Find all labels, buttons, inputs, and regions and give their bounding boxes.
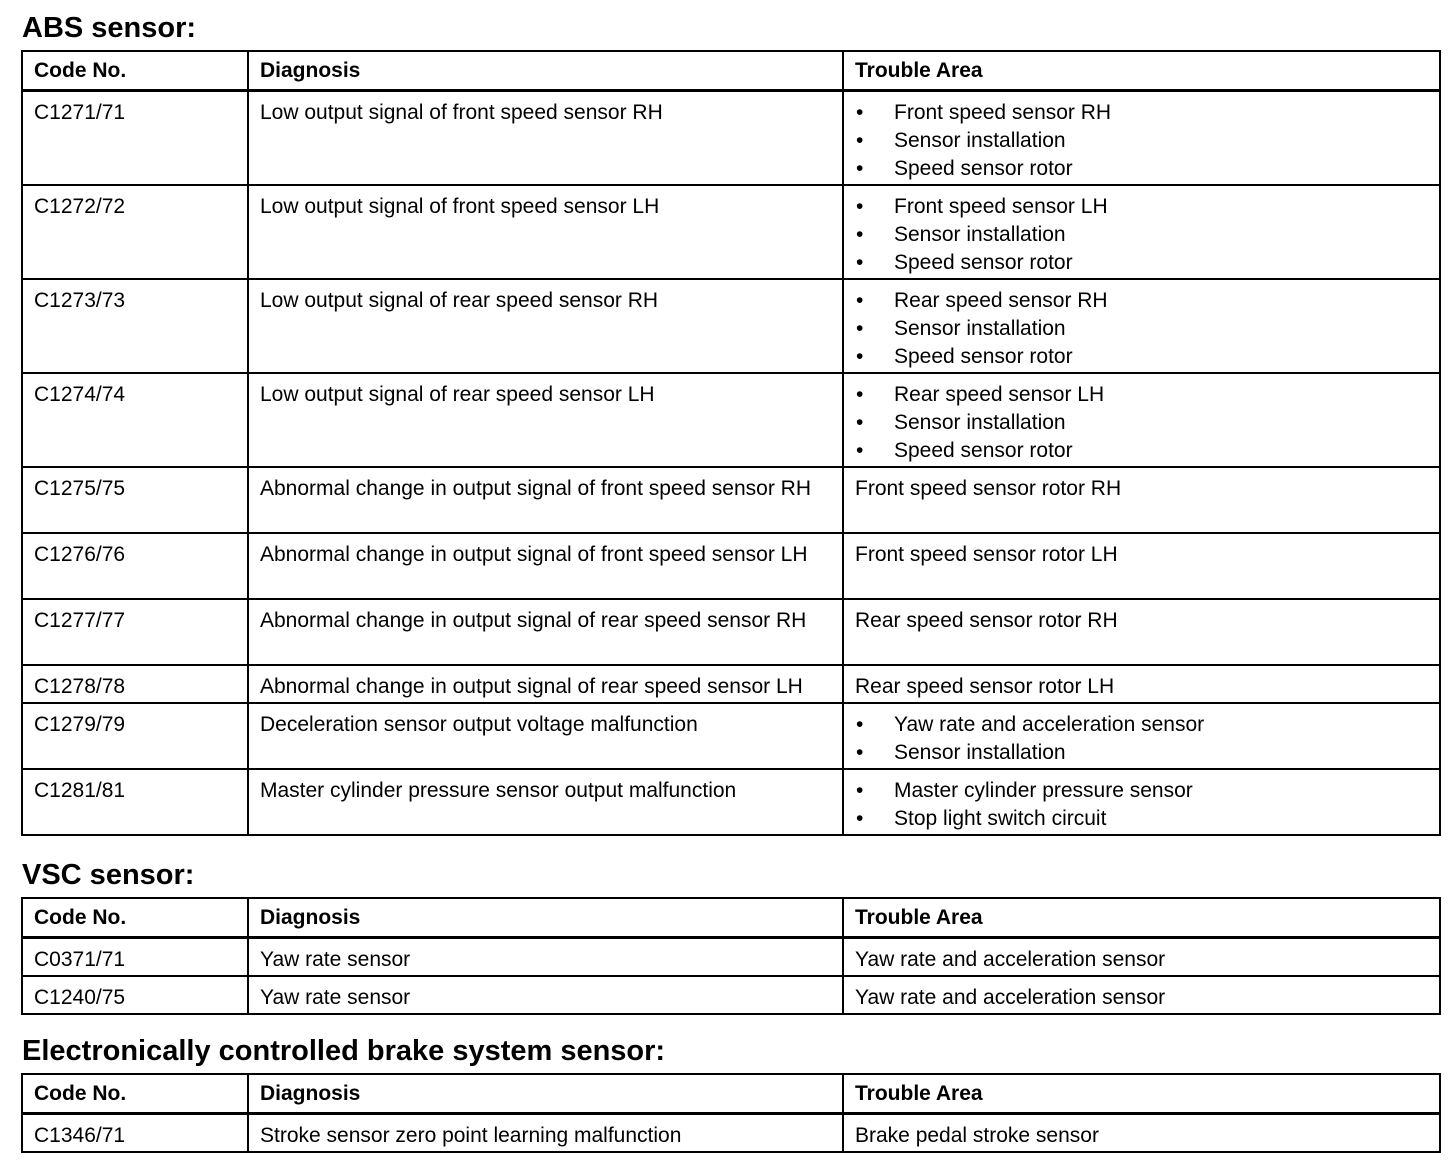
code-cell: C1275/75 [22, 467, 248, 533]
table-row [22, 373, 1440, 467]
trouble-area-item: • Speed sensor rotor [855, 343, 1429, 371]
table-row [22, 769, 1440, 835]
trouble-area-item: • Stop light switch circuit [855, 805, 1429, 833]
trouble-area-item: • Speed sensor rotor [855, 437, 1429, 465]
trouble-area-list [855, 99, 1429, 183]
code-cell: C1346/71 [22, 1114, 248, 1152]
trouble-area-cell [843, 91, 1440, 185]
trouble-area-list [855, 711, 1429, 767]
diagnosis-cell: Master cylinder pressure sensor output malfunction [248, 769, 843, 835]
diagnosis-cell: Low output signal of front speed sensor RH [248, 91, 843, 185]
trouble-area-cell: Front speed sensor rotor RH [843, 467, 1440, 533]
trouble-area-item: • Master cylinder pressure sensor [855, 777, 1429, 805]
code-cell: C1281/81 [22, 769, 248, 835]
trouble-area-cell [843, 279, 1440, 373]
trouble-area-cell: Rear speed sensor rotor LH [843, 665, 1440, 703]
vsc-section-title: VSC sensor: [22, 859, 195, 891]
trouble-area-item: • Front speed sensor RH [855, 99, 1429, 127]
header-trouble-area: Trouble Area [843, 898, 1440, 938]
trouble-area-cell: Rear speed sensor rotor RH [843, 599, 1440, 665]
table-row [22, 467, 1440, 533]
trouble-area-cell [843, 373, 1440, 467]
table-row [22, 703, 1440, 769]
table-row [22, 1114, 1440, 1152]
ecb-section-title: Electronically controlled brake system sensor: [22, 1035, 666, 1067]
header-diagnosis: Diagnosis [248, 51, 843, 91]
code-cell: C1279/79 [22, 703, 248, 769]
trouble-area-item: • Rear speed sensor LH [855, 381, 1429, 409]
trouble-area-item: • Rear speed sensor RH [855, 287, 1429, 315]
header-diagnosis: Diagnosis [248, 898, 843, 938]
trouble-area-cell: Yaw rate and acceleration sensor [843, 976, 1440, 1014]
table-row [22, 938, 1440, 976]
header-code: Code No. [22, 898, 248, 938]
code-cell: C1272/72 [22, 185, 248, 279]
code-cell: C1277/77 [22, 599, 248, 665]
trouble-area-item: • Sensor installation [855, 315, 1429, 343]
diagnosis-cell: Low output signal of rear speed sensor LH [248, 373, 843, 467]
diagnosis-cell: Yaw rate sensor [248, 976, 843, 1014]
trouble-area-cell [843, 769, 1440, 835]
trouble-area-list [855, 287, 1429, 371]
code-cell: C0371/71 [22, 938, 248, 976]
trouble-area-item: • Sensor installation [855, 409, 1429, 437]
trouble-area-cell: Yaw rate and acceleration sensor [843, 938, 1440, 976]
trouble-area-cell: Front speed sensor rotor LH [843, 533, 1440, 599]
table-row [22, 279, 1440, 373]
table-row [22, 533, 1440, 599]
trouble-area-list [855, 777, 1429, 833]
table-row [22, 91, 1440, 185]
header-code: Code No. [22, 51, 248, 91]
table-row [22, 665, 1440, 703]
trouble-area-cell [843, 185, 1440, 279]
abs-table [21, 50, 1441, 836]
trouble-area-item: • Speed sensor rotor [855, 249, 1429, 277]
code-cell: C1273/73 [22, 279, 248, 373]
diagnosis-cell: Deceleration sensor output voltage malfunction [248, 703, 843, 769]
code-cell: C1271/71 [22, 91, 248, 185]
trouble-area-item: • Sensor installation [855, 127, 1429, 155]
diagnosis-cell: Abnormal change in output signal of front speed sensor LH [248, 533, 843, 599]
trouble-area-cell: Brake pedal stroke sensor [843, 1114, 1440, 1152]
code-cell: C1274/74 [22, 373, 248, 467]
table-row [22, 976, 1440, 1014]
abs-section-title: ABS sensor: [22, 12, 197, 44]
diagnosis-cell: Abnormal change in output signal of front speed sensor RH [248, 467, 843, 533]
table-row [22, 185, 1440, 279]
code-cell: C1278/78 [22, 665, 248, 703]
trouble-area-list [855, 381, 1429, 465]
table-header-row [22, 51, 1440, 91]
trouble-area-cell [843, 703, 1440, 769]
trouble-area-item: • Sensor installation [855, 221, 1429, 249]
header-code: Code No. [22, 1074, 248, 1114]
diagnosis-cell: Abnormal change in output signal of rear speed sensor LH [248, 665, 843, 703]
trouble-area-item: • Speed sensor rotor [855, 155, 1429, 183]
header-trouble-area: Trouble Area [843, 1074, 1440, 1114]
header-trouble-area: Trouble Area [843, 51, 1440, 91]
trouble-area-list [855, 193, 1429, 277]
trouble-area-item: • Sensor installation [855, 739, 1429, 767]
diagnosis-cell: Low output signal of rear speed sensor RH [248, 279, 843, 373]
diagnosis-cell: Low output signal of front speed sensor LH [248, 185, 843, 279]
diagnosis-cell: Stroke sensor zero point learning malfunction [248, 1114, 843, 1152]
table-row [22, 599, 1440, 665]
diagnosis-cell: Yaw rate sensor [248, 938, 843, 976]
code-cell: C1276/76 [22, 533, 248, 599]
ecb-table [21, 1073, 1441, 1153]
header-diagnosis: Diagnosis [248, 1074, 843, 1114]
diagnosis-cell: Abnormal change in output signal of rear speed sensor RH [248, 599, 843, 665]
table-header-row [22, 898, 1440, 938]
trouble-area-item: • Yaw rate and acceleration sensor [855, 711, 1429, 739]
code-cell: C1240/75 [22, 976, 248, 1014]
table-header-row [22, 1074, 1440, 1114]
trouble-area-item: • Front speed sensor LH [855, 193, 1429, 221]
vsc-table [21, 897, 1441, 1015]
